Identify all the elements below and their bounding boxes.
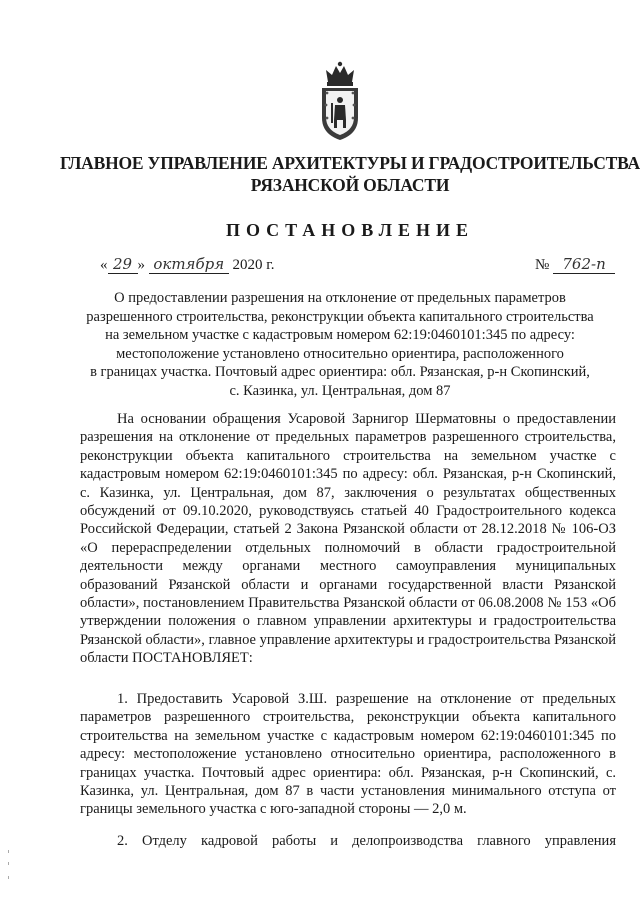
org-line-2: РЯЗАНСКОЙ ОБЛАСТИ bbox=[250, 175, 450, 195]
number-value: 762-п bbox=[553, 255, 615, 274]
subject-line: на земельном участке с кадастровым номером 62:19:0460101:345 по адресу: bbox=[105, 327, 575, 343]
subject-line: О предоставлении разрешения на отклонение от предельных параметров bbox=[114, 290, 566, 306]
document-type-title: ПОСТАНОВЛЕНИЕ bbox=[225, 220, 475, 240]
number-label: № bbox=[535, 257, 550, 273]
document-subject bbox=[85, 289, 595, 400]
date-month: октября bbox=[149, 255, 229, 274]
date-year: 2020 г. bbox=[232, 257, 275, 273]
coat-of-arms-icon bbox=[318, 60, 362, 142]
document-date bbox=[100, 255, 274, 274]
item-1-paragraph: 1. Предоставить Усаровой З.Ш. разрешение на отклонение от предельных параметров разрешенного строительства, реконструкции объекта капитального строительства на земельном участке с кадастровым номером 62:19:0460101:345 по адресу: местоположение установлено относительно ориентира, расположенного в границах участка. Почтовый адрес ориентира: обл. Рязанская, р-н Скопинский, с. Казинка, ул. Центральная, дом 87 в части установления минимального отступа от границы земельного участка с юго-западной стороны — 2,0 м. bbox=[80, 691, 616, 818]
date-close-quote: » bbox=[137, 257, 145, 273]
item-2-paragraph: 2. Отделу кадровой работы и делопроизводства главного управления bbox=[117, 833, 616, 849]
document-number bbox=[535, 255, 615, 274]
date-day: 29 bbox=[108, 255, 138, 274]
date-open-quote: « bbox=[100, 257, 108, 273]
subject-line: местоположение установлено относительно ориентира, расположенного bbox=[116, 345, 564, 362]
org-line-1: ГЛАВНОЕ УПРАВЛЕНИЕ АРХИТЕКТУРЫ И ГРАДОСТРОИТЕЛЬСТВА bbox=[60, 153, 640, 173]
subject-line: в границах участка. Почтовый адрес ориентира: обл. Рязанская, р-н Скопинский, bbox=[90, 364, 590, 380]
subject-line: разрешенного строительства, реконструкции объекта капитального строительства bbox=[86, 308, 594, 325]
preamble-paragraph: На основании обращения Усаровой Зарнигор Шерматовны о предоставлении разрешения на отклонение от предельных параметров разрешенного строительства, реконструкции объекта капитального строительства на земельном участке с кадастровым номером 62:19:0460101:345 по адресу: обл. Рязанская, р-н Скопинский, с. Казинка, ул. Центральная, дом 87, заключения о результатах общественных обсуждений от 09.10.2020, руководствуясь статьей 40 Градостроительного кодекса Российской Федерации, статьей 2 Закона Рязанской области от 28.12.2018 № 106-ОЗ «О перераспределении отдельных полномочий в области градостроительной деятельности между органами местного самоуправления муниципальных образований Рязанской области и органами государственной власти Рязанской области», постановлением Правительства Рязанской области от 06.08.2008 № 153 «Об утверждении положения о главном управлении архитектуры и градостроительства Рязанской области», главное управление архитектуры и градостроительства Рязанской области ПОСТАНОВЛЯЕТ: bbox=[80, 411, 616, 667]
subject-line: с. Казинка, ул. Центральная, дом 87 bbox=[229, 382, 451, 399]
scan-edge-mark bbox=[8, 850, 10, 890]
organization-name bbox=[60, 152, 640, 196]
